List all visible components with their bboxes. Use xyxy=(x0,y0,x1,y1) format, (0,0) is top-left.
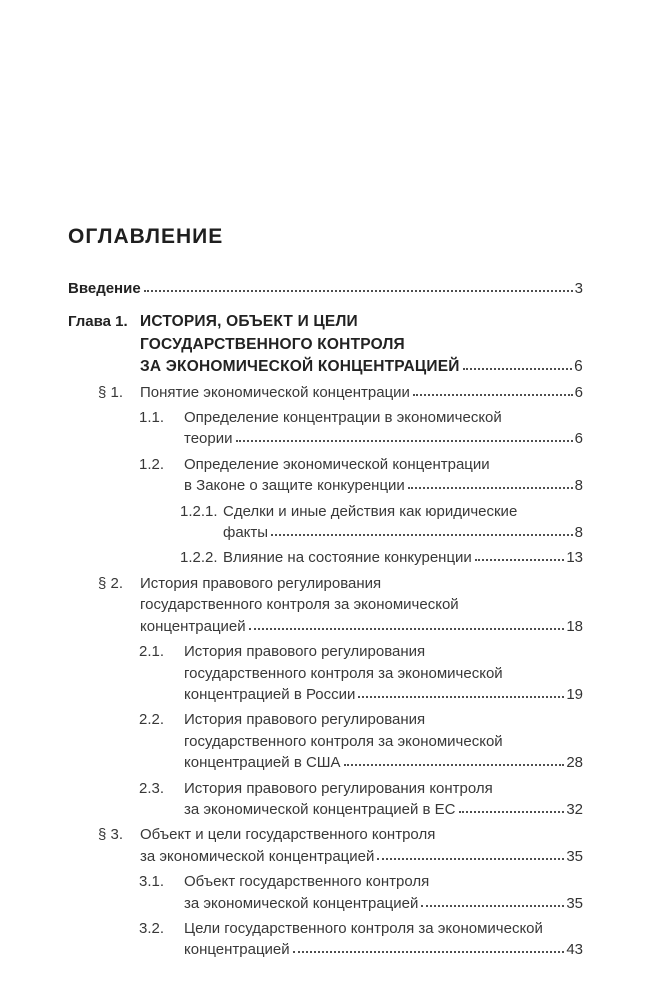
toc-entry-line xyxy=(184,939,583,960)
toc-entry-marker: 1.1. xyxy=(139,409,165,427)
toc-entry-line xyxy=(140,356,583,378)
toc-entry-body xyxy=(184,778,583,821)
toc-entry-line: Объект государственного контроля xyxy=(184,873,430,891)
toc-entry-line: Сделки и иные действия как юридические xyxy=(223,502,518,520)
toc-entry-chapter-1 xyxy=(68,311,583,378)
toc-entry-body xyxy=(68,278,583,299)
toc-entry-page: 32 xyxy=(566,800,583,818)
toc-entry-page: 3 xyxy=(574,280,583,297)
toc-entry-marker: § 2. xyxy=(98,574,124,592)
dot-leader xyxy=(271,534,573,536)
toc-entry-text: Понятие экономической концентрации xyxy=(140,383,410,401)
toc-entry-text: концентрацией xyxy=(184,941,290,959)
toc-entry-line xyxy=(223,522,583,543)
toc-entry-2-3 xyxy=(68,778,583,821)
toc-entry-3-2 xyxy=(68,918,583,961)
toc-entry-marker: § 3. xyxy=(98,826,124,844)
toc-entry-body xyxy=(184,641,583,705)
toc-entry-marker: 2.2. xyxy=(139,711,165,729)
toc-entry-body xyxy=(140,382,583,403)
toc-entry-body xyxy=(184,918,583,961)
toc-entry-page: 35 xyxy=(566,847,583,865)
toc-entry-marker: 2.3. xyxy=(139,779,165,797)
toc-entry-par-2 xyxy=(68,573,583,637)
toc-entry-body xyxy=(140,573,583,637)
toc-entry-line xyxy=(223,547,583,568)
toc-entry-line: История правового регулирования контроля xyxy=(184,779,493,797)
toc-entry-page: 8 xyxy=(574,524,583,542)
toc-entry-line: государственного контроля за экономической xyxy=(184,664,503,682)
toc-entry-text: Введение xyxy=(68,280,141,297)
dot-leader xyxy=(413,394,573,396)
toc-entry-line xyxy=(140,616,583,637)
toc-entry-body xyxy=(223,501,583,544)
page-title: ОГЛАВЛЕНИЕ xyxy=(68,225,224,248)
dot-leader xyxy=(475,559,565,561)
toc-entry-text: в Законе о защите конкуренции xyxy=(184,477,405,495)
toc-entry-text: концентрацией в США xyxy=(184,754,341,772)
toc-entry-body xyxy=(140,824,583,867)
toc-entry-marker: 1.2.1. xyxy=(180,502,218,520)
dot-leader xyxy=(421,905,564,907)
toc-entry-marker: 1.2. xyxy=(139,455,165,473)
dot-leader xyxy=(249,628,565,630)
dot-leader xyxy=(408,487,573,489)
toc-entry-page: 35 xyxy=(566,894,583,912)
toc-entry-marker: 3.1. xyxy=(139,873,165,891)
toc-entry-text: концентрацией xyxy=(140,617,246,635)
toc-entry-text: ЗА ЭКОНОМИЧЕСКОЙ КОНЦЕНТРАЦИЕЙ xyxy=(140,358,460,376)
dot-leader xyxy=(459,811,565,813)
toc-entry-body xyxy=(223,547,583,568)
toc-entry-marker: 1.2.2. xyxy=(180,549,218,567)
toc-entry-body xyxy=(184,407,583,450)
toc-entry-line: Цели государственного контроля за экономической xyxy=(184,919,543,937)
toc-entry-marker: 2.1. xyxy=(139,643,165,661)
toc-entry-page: 6 xyxy=(574,383,583,401)
toc-entry-line xyxy=(184,893,583,914)
toc-entry-page: 6 xyxy=(574,358,583,376)
toc-entry-text: концентрацией в России xyxy=(184,685,356,703)
toc-entry-2-2 xyxy=(68,709,583,773)
toc-entry-line xyxy=(68,278,583,299)
toc-entry-line: Определение концентрации в экономической xyxy=(184,409,502,427)
dot-leader xyxy=(344,764,565,766)
toc-entry-page: 18 xyxy=(566,617,583,635)
toc-entry-line: ГОСУДАРСТВЕННОГО КОНТРОЛЯ xyxy=(140,335,405,353)
toc-entry-3-1 xyxy=(68,871,583,914)
dot-leader xyxy=(144,290,573,292)
toc-content xyxy=(68,225,583,965)
toc-entry-body xyxy=(184,871,583,914)
toc-entry-line: История правового регулирования xyxy=(140,574,382,592)
toc-entry-line xyxy=(140,846,583,867)
toc-entry-text: за экономической концентрацией в ЕС xyxy=(184,800,456,818)
toc-entry-par-3 xyxy=(68,824,583,867)
toc-entry-text: факты xyxy=(223,524,269,542)
toc-entry-page: 28 xyxy=(566,754,583,772)
toc-entry-line xyxy=(140,382,583,403)
toc-entry-line: государственного контроля за экономической xyxy=(140,596,459,614)
toc-entry-1-2 xyxy=(68,454,583,497)
toc-entry-line xyxy=(184,752,583,773)
toc-entry-line: История правового регулирования xyxy=(184,711,426,729)
toc-entry-text: теории xyxy=(184,430,233,448)
toc-entry-1-1 xyxy=(68,407,583,450)
toc-entry-line: История правового регулирования xyxy=(184,643,426,661)
toc-entry-line: Объект и цели государственного контроля xyxy=(140,826,436,844)
dot-leader xyxy=(463,368,573,370)
toc-entry-line: государственного контроля за экономической xyxy=(184,732,503,750)
dot-leader xyxy=(293,951,565,953)
toc-entry-line: ИСТОРИЯ, ОБЪЕКТ И ЦЕЛИ xyxy=(140,313,358,331)
toc-entry-marker: 3.2. xyxy=(139,919,165,937)
toc-entry-page: 13 xyxy=(566,549,583,567)
toc-entry-text: за экономической концентрацией xyxy=(140,847,375,865)
toc-entry-line xyxy=(184,799,583,820)
dot-leader xyxy=(377,858,564,860)
toc-entry-introduction xyxy=(68,278,583,299)
toc-entry-2-1 xyxy=(68,641,583,705)
toc-entry-line xyxy=(184,475,583,496)
toc-entry-marker: § 1. xyxy=(98,383,124,401)
dot-leader xyxy=(358,696,564,698)
toc-entry-page: 8 xyxy=(574,477,583,495)
toc-entry-line xyxy=(184,428,583,449)
toc-entry-1-2-2 xyxy=(68,547,583,568)
toc-entry-marker: Глава 1. xyxy=(68,313,128,331)
toc-entry-line xyxy=(184,684,583,705)
toc-entry-1-2-1 xyxy=(68,501,583,544)
toc-entry-line: Определение экономической концентрации xyxy=(184,455,490,473)
toc-entry-page: 43 xyxy=(566,941,583,959)
toc-entry-page: 19 xyxy=(566,685,583,703)
toc-entry-par-1 xyxy=(68,382,583,403)
toc-entry-text: Влияние на состояние конкуренции xyxy=(223,549,472,567)
toc-entry-page: 6 xyxy=(574,430,583,448)
toc-entry-body xyxy=(184,709,583,773)
toc-entry-body xyxy=(140,311,583,378)
toc-entry-text: за экономической концентрацией xyxy=(184,894,419,912)
toc-entry-body xyxy=(184,454,583,497)
dot-leader xyxy=(236,440,573,442)
